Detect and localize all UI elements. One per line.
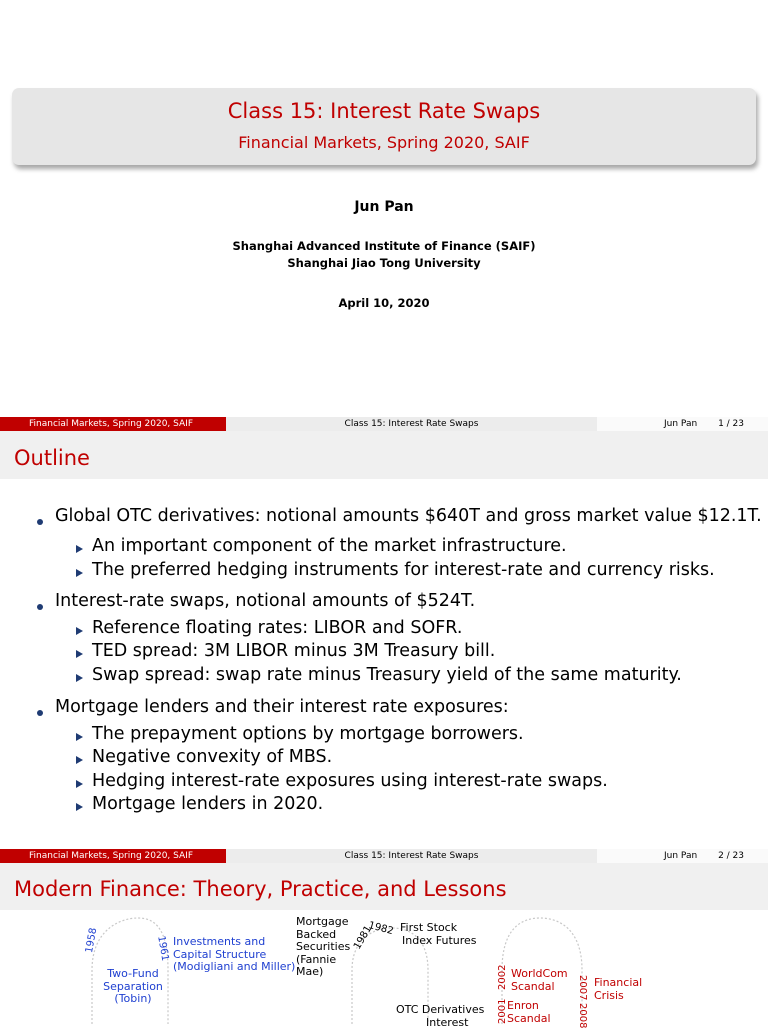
year-1961: 1961 (155, 935, 171, 962)
triangle-bullet-icon (76, 803, 83, 811)
triangle-bullet-icon (76, 627, 83, 635)
footer-right (597, 417, 768, 431)
otc-derivatives-label: OTC Derivatives Interest (396, 1003, 485, 1029)
year-2001: 2001 (497, 998, 508, 1024)
institution-line-1: Shanghai Advanced Institute of Finance (SAIF) (232, 239, 536, 253)
footer-right (597, 849, 768, 863)
year-1958: 1958 (84, 926, 100, 954)
triangle-bullet-icon (76, 780, 83, 788)
sub-bullet-text: Mortgage lenders in 2020. (92, 794, 324, 814)
institution-line-2: Shanghai Jiao Tong University (287, 256, 481, 270)
footer-bar-2 (0, 849, 768, 863)
footer-class-title: Class 15: Interest Rate Swaps (226, 417, 597, 431)
slide-subtitle: Financial Markets, Spring 2020, SAIF (238, 133, 530, 152)
sub-bullet-text: The preferred hedging instruments for interest-rate and currency risks. (92, 560, 715, 580)
sub-bullet-text: An important component of the market infrastructure. (92, 536, 567, 556)
sub-bullet-text: Swap spread: swap rate minus Treasury yield of the same maturity. (92, 665, 682, 685)
footer-course: Financial Markets, Spring 2020, SAIF (0, 849, 226, 863)
sub-bullet-text: The prepayment options by mortgage borrowers. (92, 724, 524, 744)
bullet-text: Global OTC derivatives: notional amounts $640T and gross market value $12.1T. (55, 506, 762, 526)
tobin-label: Two-Fund Separation (Tobin) (103, 967, 163, 1005)
bullet-dot-icon (37, 710, 43, 716)
footer-author: Jun Pan (664, 419, 698, 429)
bullet-dot-icon (37, 519, 43, 525)
frame-title-modern-finance: Modern Finance: Theory, Practice, and Lessons (14, 877, 507, 901)
frame-title-outline: Outline (14, 446, 90, 470)
bullet-text: Interest-rate swaps, notional amounts of $524T. (55, 591, 476, 611)
sub-bullet-text: TED spread: 3M LIBOR minus 3M Treasury bill. (92, 641, 496, 661)
footer-author: Jun Pan (664, 851, 698, 861)
mbs-label: Mortgage Backed Securities (Fannie Mae) (296, 915, 351, 978)
year-1981: 1981 (352, 923, 375, 952)
year-1982: 1982 (367, 920, 395, 938)
bullet-text: Mortgage lenders and their interest rate exposures: (55, 697, 509, 717)
footer-course: Financial Markets, Spring 2020, SAIF (0, 417, 226, 431)
frame-title-bar (0, 431, 768, 479)
footer-class-title: Class 15: Interest Rate Swaps (226, 849, 597, 863)
triangle-bullet-icon (76, 650, 83, 658)
triangle-bullet-icon (76, 545, 83, 553)
triangle-bullet-icon (76, 569, 83, 577)
page-number: 1 / 23 (718, 419, 744, 429)
triangle-bullet-icon (76, 733, 83, 741)
worldcom-label: WorldCom Scandal (511, 967, 568, 993)
modigliani-miller-label: Investments and Capital Structure (Modigliani and Miller) (173, 935, 296, 973)
triangle-bullet-icon (76, 674, 83, 682)
triangle-bullet-icon (76, 756, 83, 764)
author-name: Jun Pan (354, 199, 414, 215)
year-2002: 2002 (497, 964, 508, 990)
slide-title: Class 15: Interest Rate Swaps (227, 99, 541, 123)
bullet-dot-icon (37, 604, 43, 610)
page-number: 2 / 23 (718, 851, 744, 861)
sub-bullet-text: Hedging interest-rate exposures using interest-rate swaps. (92, 771, 608, 791)
enron-label: Enron Scandal (507, 999, 551, 1025)
stock-index-futures-label: First Stock Index Futures (400, 921, 477, 947)
footer-bar-1 (0, 417, 768, 431)
sub-bullet-text: Negative convexity of MBS. (92, 747, 333, 767)
sub-bullet-text: Reference floating rates: LIBOR and SOFR. (92, 618, 463, 638)
year-2008: 2008 (577, 1003, 588, 1029)
year-2007: 2007 (577, 975, 588, 1001)
financial-crisis-label: Financial Crisis (594, 976, 643, 1002)
presentation-date: April 10, 2020 (338, 296, 430, 310)
institution (0, 238, 768, 272)
